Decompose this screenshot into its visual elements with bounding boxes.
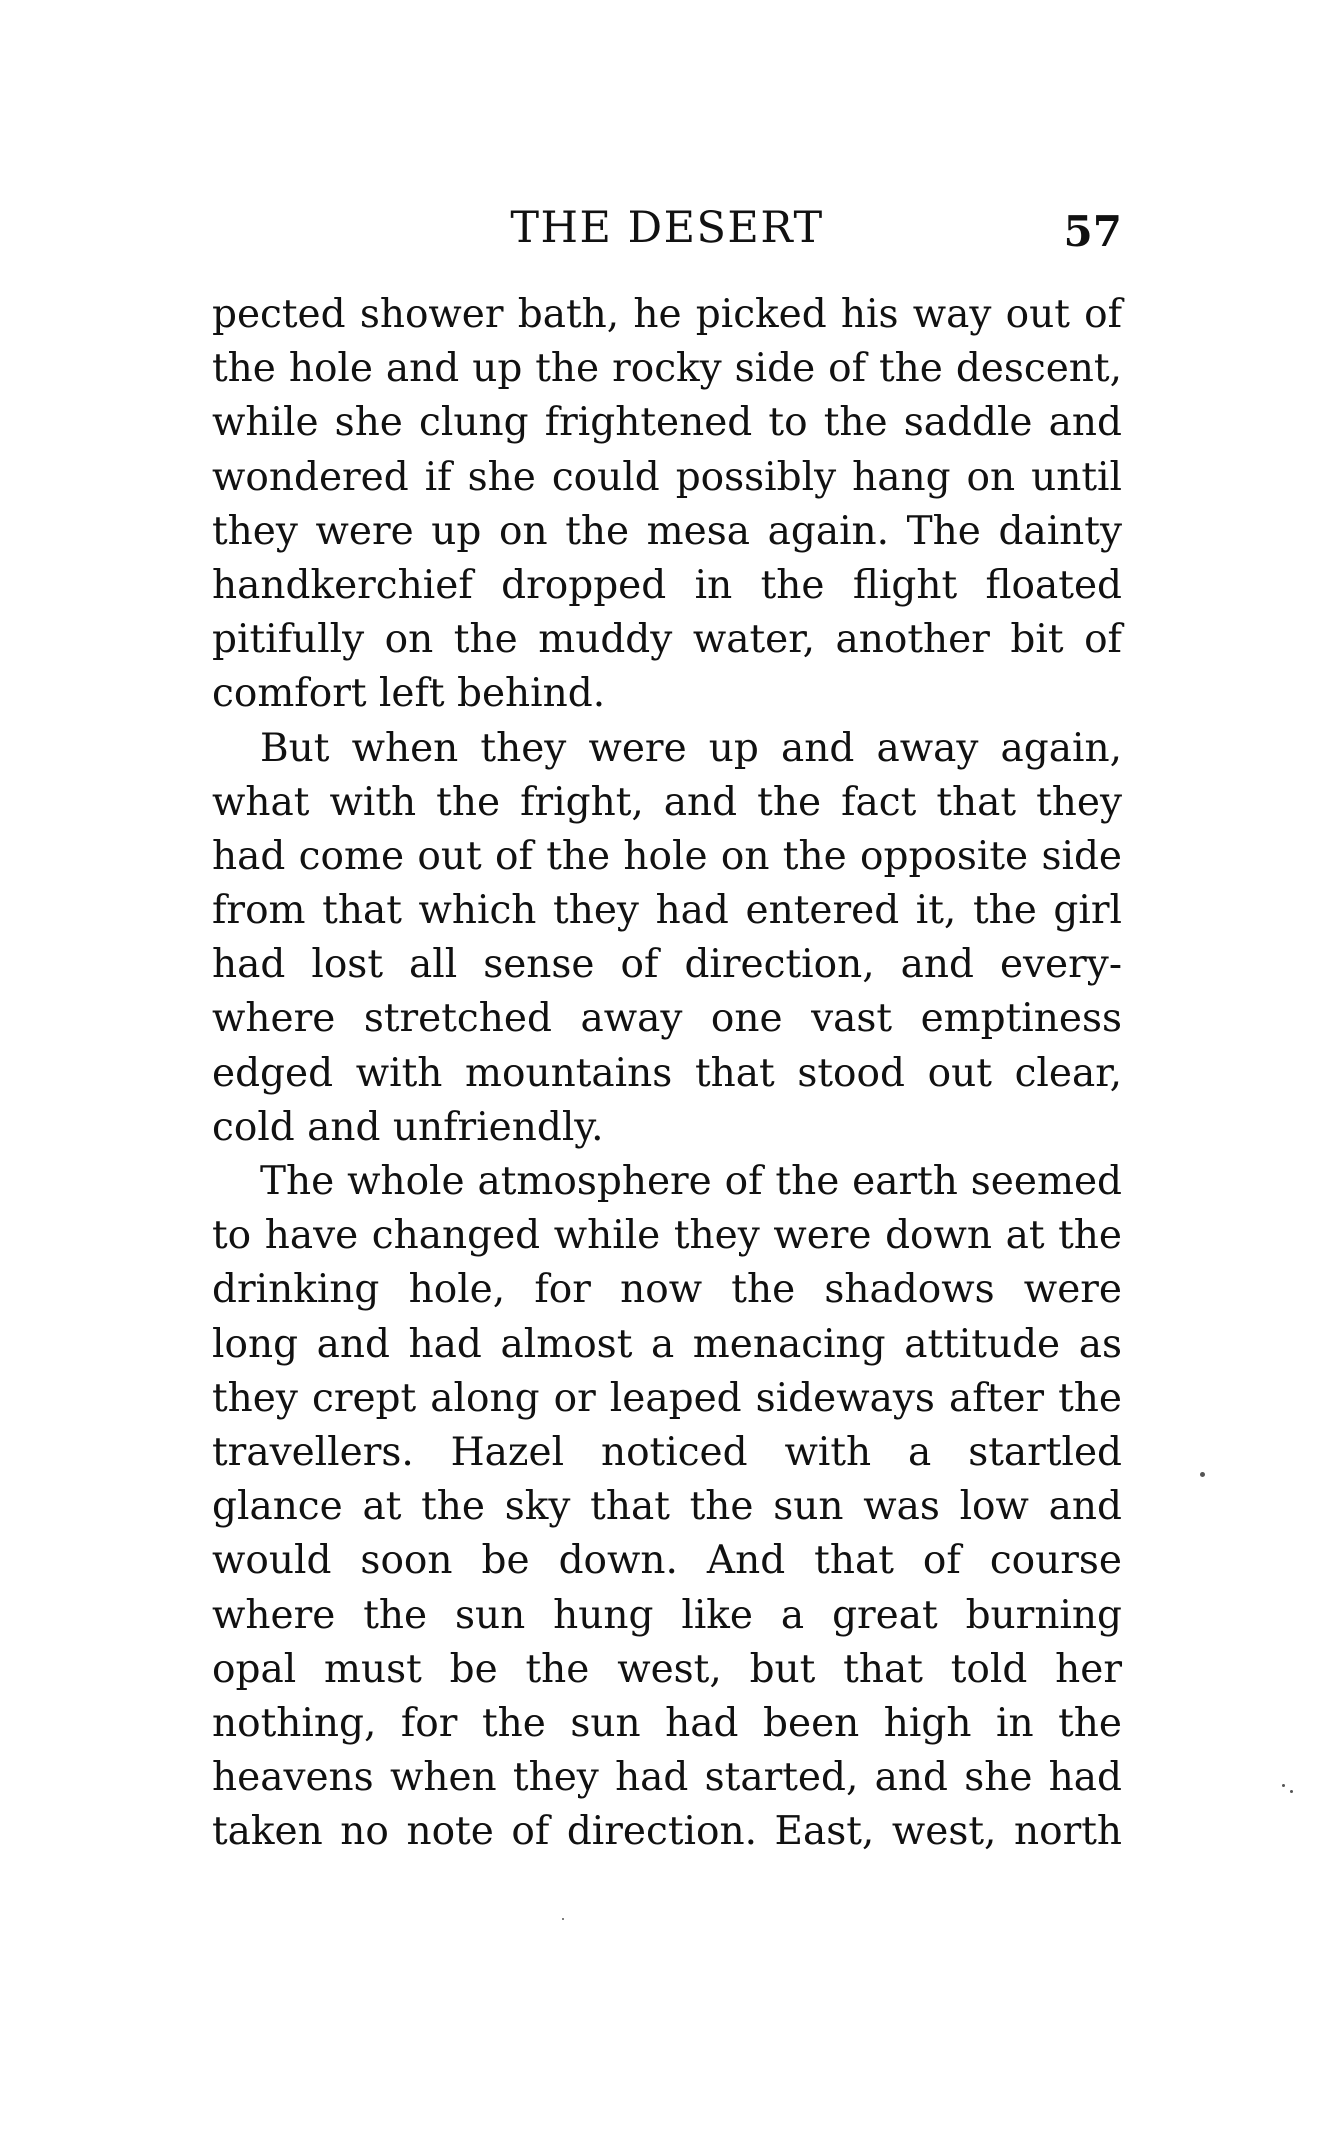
scan-speck [1200, 1472, 1205, 1477]
text-line: edged with mountains that stood out clear, [212, 1050, 1122, 1096]
text-line: handkerchief dropped in the flight floated [212, 562, 1122, 608]
text-line: had lost all sense of direction, and every- [212, 942, 1122, 988]
text-line: where the sun hung like a great burning [212, 1592, 1122, 1638]
text-line: pitifully on the muddy water, another bit of [212, 617, 1122, 663]
page-number: 57 [1063, 207, 1122, 256]
text-line: cold and unfriendly. [212, 1104, 604, 1150]
text-line: nothing, for the sun had been high in the [212, 1700, 1122, 1746]
body-text [212, 288, 1122, 1859]
text-line: travellers. Hazel noticed with a startled [212, 1429, 1122, 1475]
text-line: where stretched away one vast emptiness [212, 996, 1122, 1042]
text-line: what with the fright, and the fact that they [212, 779, 1122, 825]
paragraph [212, 288, 1122, 722]
text-line: drinking hole, for now the shadows were [212, 1267, 1122, 1313]
text-line: would soon be down. And that of course [212, 1538, 1122, 1584]
text-line: pected shower bath, he picked his way out of [212, 292, 1122, 337]
text-line: they crept along or leaped sideways after the [212, 1375, 1122, 1421]
paragraph [212, 722, 1122, 1156]
text-line: from that which they had entered it, the girl [212, 888, 1122, 934]
scan-speck [1282, 1784, 1285, 1787]
scan-speck [1290, 1790, 1293, 1793]
running-title: THE DESERT [510, 203, 824, 253]
scan-speck [562, 1918, 564, 1920]
text-line: to have changed while they were down at the [212, 1213, 1122, 1259]
text-line: glance at the sky that the sun was low and [212, 1484, 1122, 1530]
text-line: But when they were up and away again, [260, 725, 1122, 771]
text-line: wondered if she could possibly hang on until [212, 454, 1122, 500]
paragraph [212, 1155, 1122, 1859]
text-line: long and had almost a menacing attitude as [212, 1321, 1122, 1367]
text-line: The whole atmosphere of the earth seemed [260, 1159, 1122, 1204]
text-line: had come out of the hole on the opposite side [212, 833, 1122, 879]
running-head [212, 196, 1122, 260]
text-line: taken no note of direction. East, west, north [212, 1809, 1122, 1855]
text-line: opal must be the west, but that told her [212, 1646, 1122, 1692]
text-line: while she clung frightened to the saddle and [212, 400, 1122, 446]
text-line: the hole and up the rocky side of the descent, [212, 346, 1122, 392]
text-line: comfort left behind. [212, 671, 606, 717]
text-line: heavens when they had started, and she had [212, 1755, 1122, 1801]
text-line: they were up on the mesa again. The dainty [212, 508, 1122, 554]
